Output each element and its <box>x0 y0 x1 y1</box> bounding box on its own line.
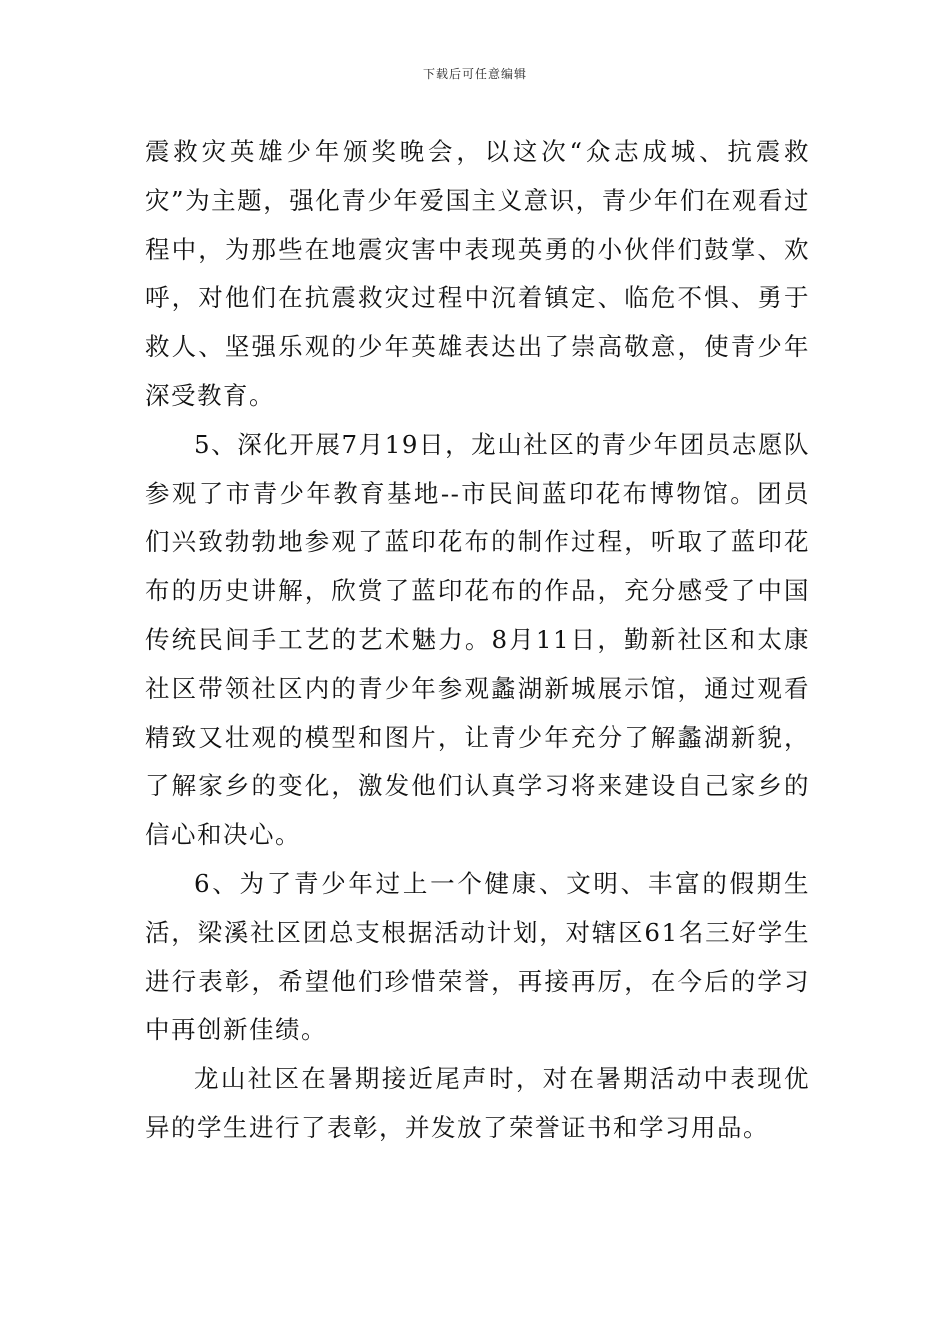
paragraph-longshan-awards: 龙山社区在暑期接近尾声时，对在暑期活动中表现优异的学生进行了表彰，并发放了荣誉证书和学习用品。 <box>145 1064 810 1142</box>
paragraph-item-5: 5、深化开展7月19日，龙山社区的青少年团员志愿队参观了市青少年教育基地--市民间蓝印花布博物馆。团员们兴致勃勃地参观了蓝印花布的制作过程，听取了蓝印花布的历史讲解，欣赏了蓝印花布的作品，充分感受了中国传统民间手工艺的艺术魅力。8月11日，勤新社区和太康社区带领社区内的青少年参观蠡湖新城展示馆，通过观看精致又壮观的模型和图片，让青少年充分了解蠡湖新貌，了解家乡的变化，激发他们认真学习将来建设自己家乡的信心和决心。 <box>145 429 810 850</box>
body-text <box>145 128 810 1153</box>
header-note: 下载后可任意编辑 <box>422 67 527 81</box>
paragraph-earthquake-awards: 震救灾英雄少年颁奖晚会，以这次“众志成城、抗震救灾”为主题，强化青少年爱国主义意识，青少年们在观看过程中，为那些在地震灾害中表现英勇的小伙伴们鼓掌、欢呼，对他们在抗震救灾过程中沉着镇定、临危不惧、勇于救人、坚强乐观的少年英雄表达出了崇高敬意，使青少年深受教育。 <box>145 137 810 410</box>
paragraph-item-6: 6、为了青少年过上一个健康、文明、丰富的假期生活，梁溪社区团总支根据活动计划，对辖区61名三好学生进行表彰，希望他们珍惜荣誉，再接再厉，在今后的学习中再创新佳绩。 <box>145 868 810 1045</box>
